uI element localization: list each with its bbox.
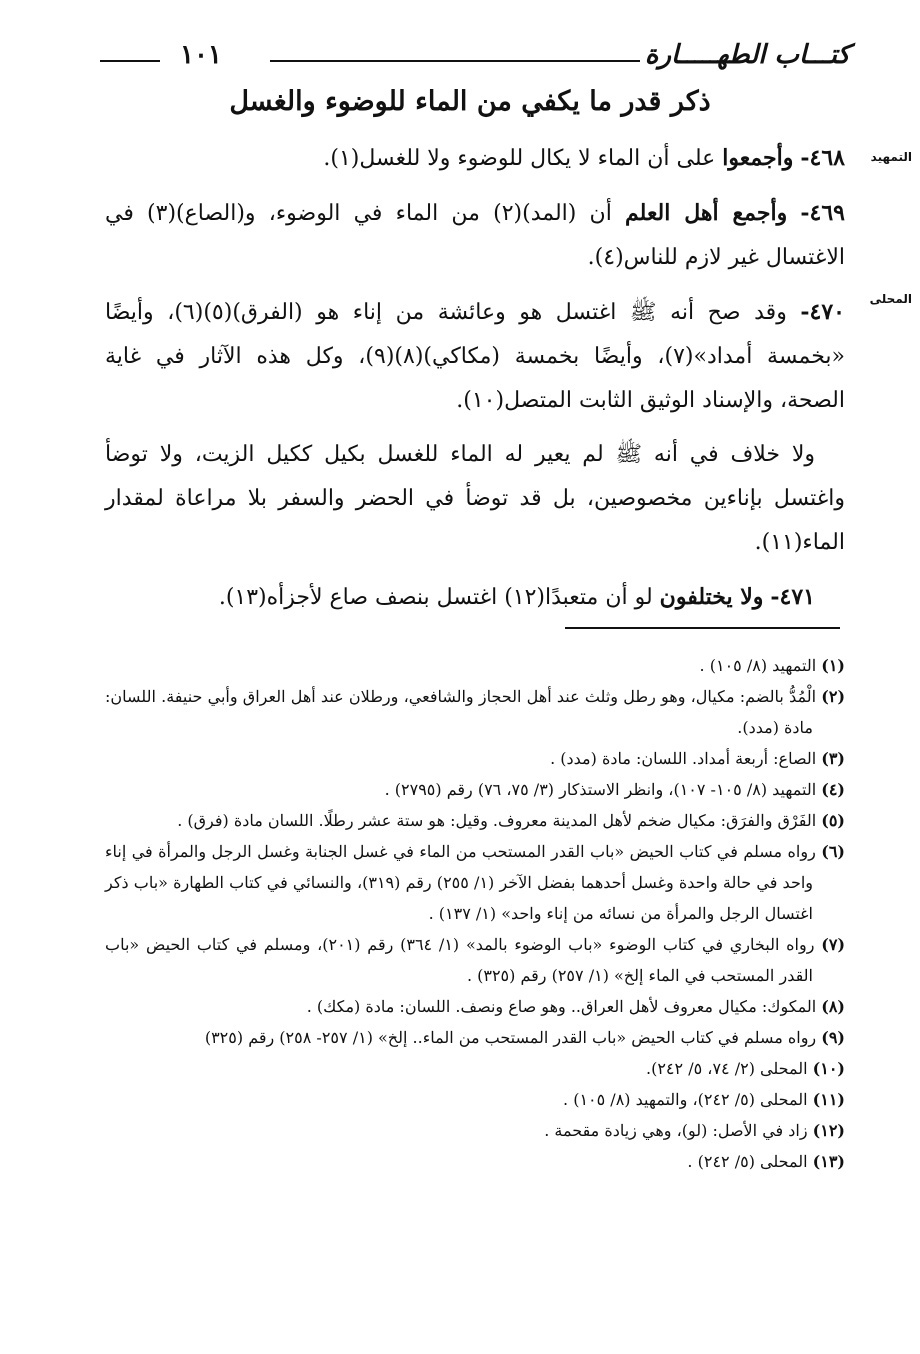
footnote-number: (١٢) <box>812 1121 845 1140</box>
footnote-11 <box>105 1084 845 1115</box>
footnote-number: (٤) <box>821 780 845 799</box>
footnote-number: (١٠) <box>812 1059 845 1078</box>
footnote-text: المحلى (٢/ ٧٤، ٥/ ٢٤٢). <box>646 1059 808 1078</box>
paragraph-number: ٤٧٠- <box>800 299 845 325</box>
footnote-2 <box>105 681 845 743</box>
footnote-text: الْمُدُّ بالضم: مكيال، وهو رطل وثلث عند أهل الحجاز والشافعي، ورطلان عند أهل العراق وأبي حنيفة. اللسان: مادة (مدد). <box>105 687 817 737</box>
paragraph-text: ولا خلاف في أنه ﷺ لم يعير له الماء للغسل بكيل ككيل الزيت، ولا توضأ واغتسل بإناءين مخصوصين، بل قد توضأ في الحضر والسفر بلا مراعاة لمقدار الماء(١١). <box>105 442 845 555</box>
footnote-number: (٣) <box>821 749 845 768</box>
paragraph-470 <box>105 290 845 423</box>
footnote-number: (٧) <box>821 935 846 954</box>
paragraph-text: أن (المد)(٢) من الماء في الوضوء، و(الصاع)(٣) في الاغتسال غير لازم للناس(٤). <box>105 201 845 270</box>
footnote-number: (٦) <box>821 842 845 861</box>
running-header <box>100 38 850 78</box>
book-title: كتـــاب الطهـــــارة <box>644 40 850 70</box>
footnote-text: المكوك: مكيال معروف لأهل العراق.. وهو صاع ونصف. اللسان: مادة (مكك) . <box>306 997 817 1016</box>
header-rule-end <box>100 60 160 62</box>
paragraph-keyword: ولا يختلفون <box>659 584 764 610</box>
footnote-3 <box>105 743 845 774</box>
footnote-text: المحلى (٥/ ٢٤٢) . <box>687 1152 808 1171</box>
paragraph-469 <box>105 191 845 280</box>
footnote-10 <box>105 1053 845 1084</box>
footnote-text: رواه مسلم في كتاب الحيض «باب القدر المستحب من الماء.. إلخ» (١/ ٢٥٧- ٢٥٨) رقم (٣٢٥) <box>204 1028 817 1047</box>
paragraph-text: على أن الماء لا يكال للوضوء ولا للغسل(١). <box>323 146 716 171</box>
paragraph-number: ٤٧١- <box>770 584 815 610</box>
footnote-text: الصاع: أربعة أمداد. اللسان: مادة (مدد) . <box>550 749 817 768</box>
side-note-muhalla: المحلى <box>869 292 912 306</box>
footnote-13 <box>105 1146 845 1177</box>
header-rule <box>270 60 640 62</box>
paragraph-470-continued <box>105 433 845 565</box>
footnote-5 <box>105 805 845 836</box>
footnote-8 <box>105 991 845 1022</box>
paragraph-number: ٤٦٨- <box>800 145 845 171</box>
section-title: ذكر قدر ما يكفي من الماء للوضوء والغسل <box>229 86 711 117</box>
main-text <box>105 136 845 630</box>
footnote-number: (٩) <box>821 1028 845 1047</box>
footnote-number: (١١) <box>812 1090 845 1109</box>
footnote-text: المحلى (٥/ ٢٤٢)، والتمهيد (٨/ ١٠٥) . <box>563 1090 808 1109</box>
footnote-number: (٨) <box>821 997 845 1016</box>
footnote-number: (١) <box>821 656 845 675</box>
footnote-text: التمهيد (٨/ ١٠٥- ١٠٧)، وانظر الاستذكار (٣/ ٧٥، ٧٦) رقم (٢٧٩٥) . <box>384 780 817 799</box>
footnote-9 <box>105 1022 845 1053</box>
paragraph-number: ٤٦٩- <box>800 200 845 226</box>
paragraph-keyword: وأجمع أهل العلم <box>625 200 788 226</box>
footnotes <box>105 650 845 1177</box>
footnote-12 <box>105 1115 845 1146</box>
side-note-tamhid: التمهيد <box>870 150 912 164</box>
footnote-number: (٢) <box>821 687 846 706</box>
page-number: ١٠١ <box>180 40 222 70</box>
footnote-number: (٥) <box>821 811 845 830</box>
footnote-text: رواه مسلم في كتاب الحيض «باب القدر المستحب من الماء في غسل الجنابة وغسل الرجل والمرأة في إناء واحد في حالة واحدة وغسل أحدهما بفضل الآخر (١/ ٢٥٥) رقم (٣١٩)، والنسائي في كتاب الطهارة «باب ذكر اغتسال الرجل والمرأة من نسائه من إناء واحد» (١/ ١٣٧) . <box>105 842 816 923</box>
footnote-number: (١٣) <box>812 1152 845 1171</box>
footnote-6 <box>105 836 845 929</box>
paragraph-text: وقد صح أنه ﷺ اغتسل هو وعائشة من إناء هو (الفرق)(٥)(٦)، وأيضًا «بخمسة أمداد»(٧)، وأيضًا بخمسة (مكاكي)(٨)(٩)، وكل هذه الآثار في غاية الصحة، والإسناد الوثيق الثابت المتصل(١٠). <box>105 300 845 413</box>
paragraph-keyword: وأجمعوا <box>722 145 794 171</box>
footnote-text: زاد في الأصل: (لو)، وهي زيادة مقحمة . <box>544 1121 808 1140</box>
footnote-text: رواه البخاري في كتاب الوضوء «باب الوضوء بالمد» (١/ ٣٦٤) رقم (٢٠١)، ومسلم في كتاب الحيض «باب القدر المستحب في الماء إلخ» (١/ ٢٥٧) رقم (٣٢٥) . <box>105 935 815 985</box>
paragraph-468 <box>105 136 845 181</box>
footnote-1 <box>105 650 845 681</box>
paragraph-text: لو أن متعبدًا(١٢) اغتسل بنصف صاع لأجزأه(١٣). <box>218 585 653 610</box>
footnote-separator <box>565 627 840 629</box>
paragraph-471 <box>105 575 845 620</box>
footnote-text: التمهيد (٨/ ١٠٥) . <box>699 656 817 675</box>
footnote-text: الفَرْق والفرَق: مكيال ضخم لأهل المدينة معروف. وقيل: هو ستة عشر رطلًا. اللسان مادة (فرق) . <box>177 811 817 830</box>
footnote-4 <box>105 774 845 805</box>
footnote-7 <box>105 929 845 991</box>
